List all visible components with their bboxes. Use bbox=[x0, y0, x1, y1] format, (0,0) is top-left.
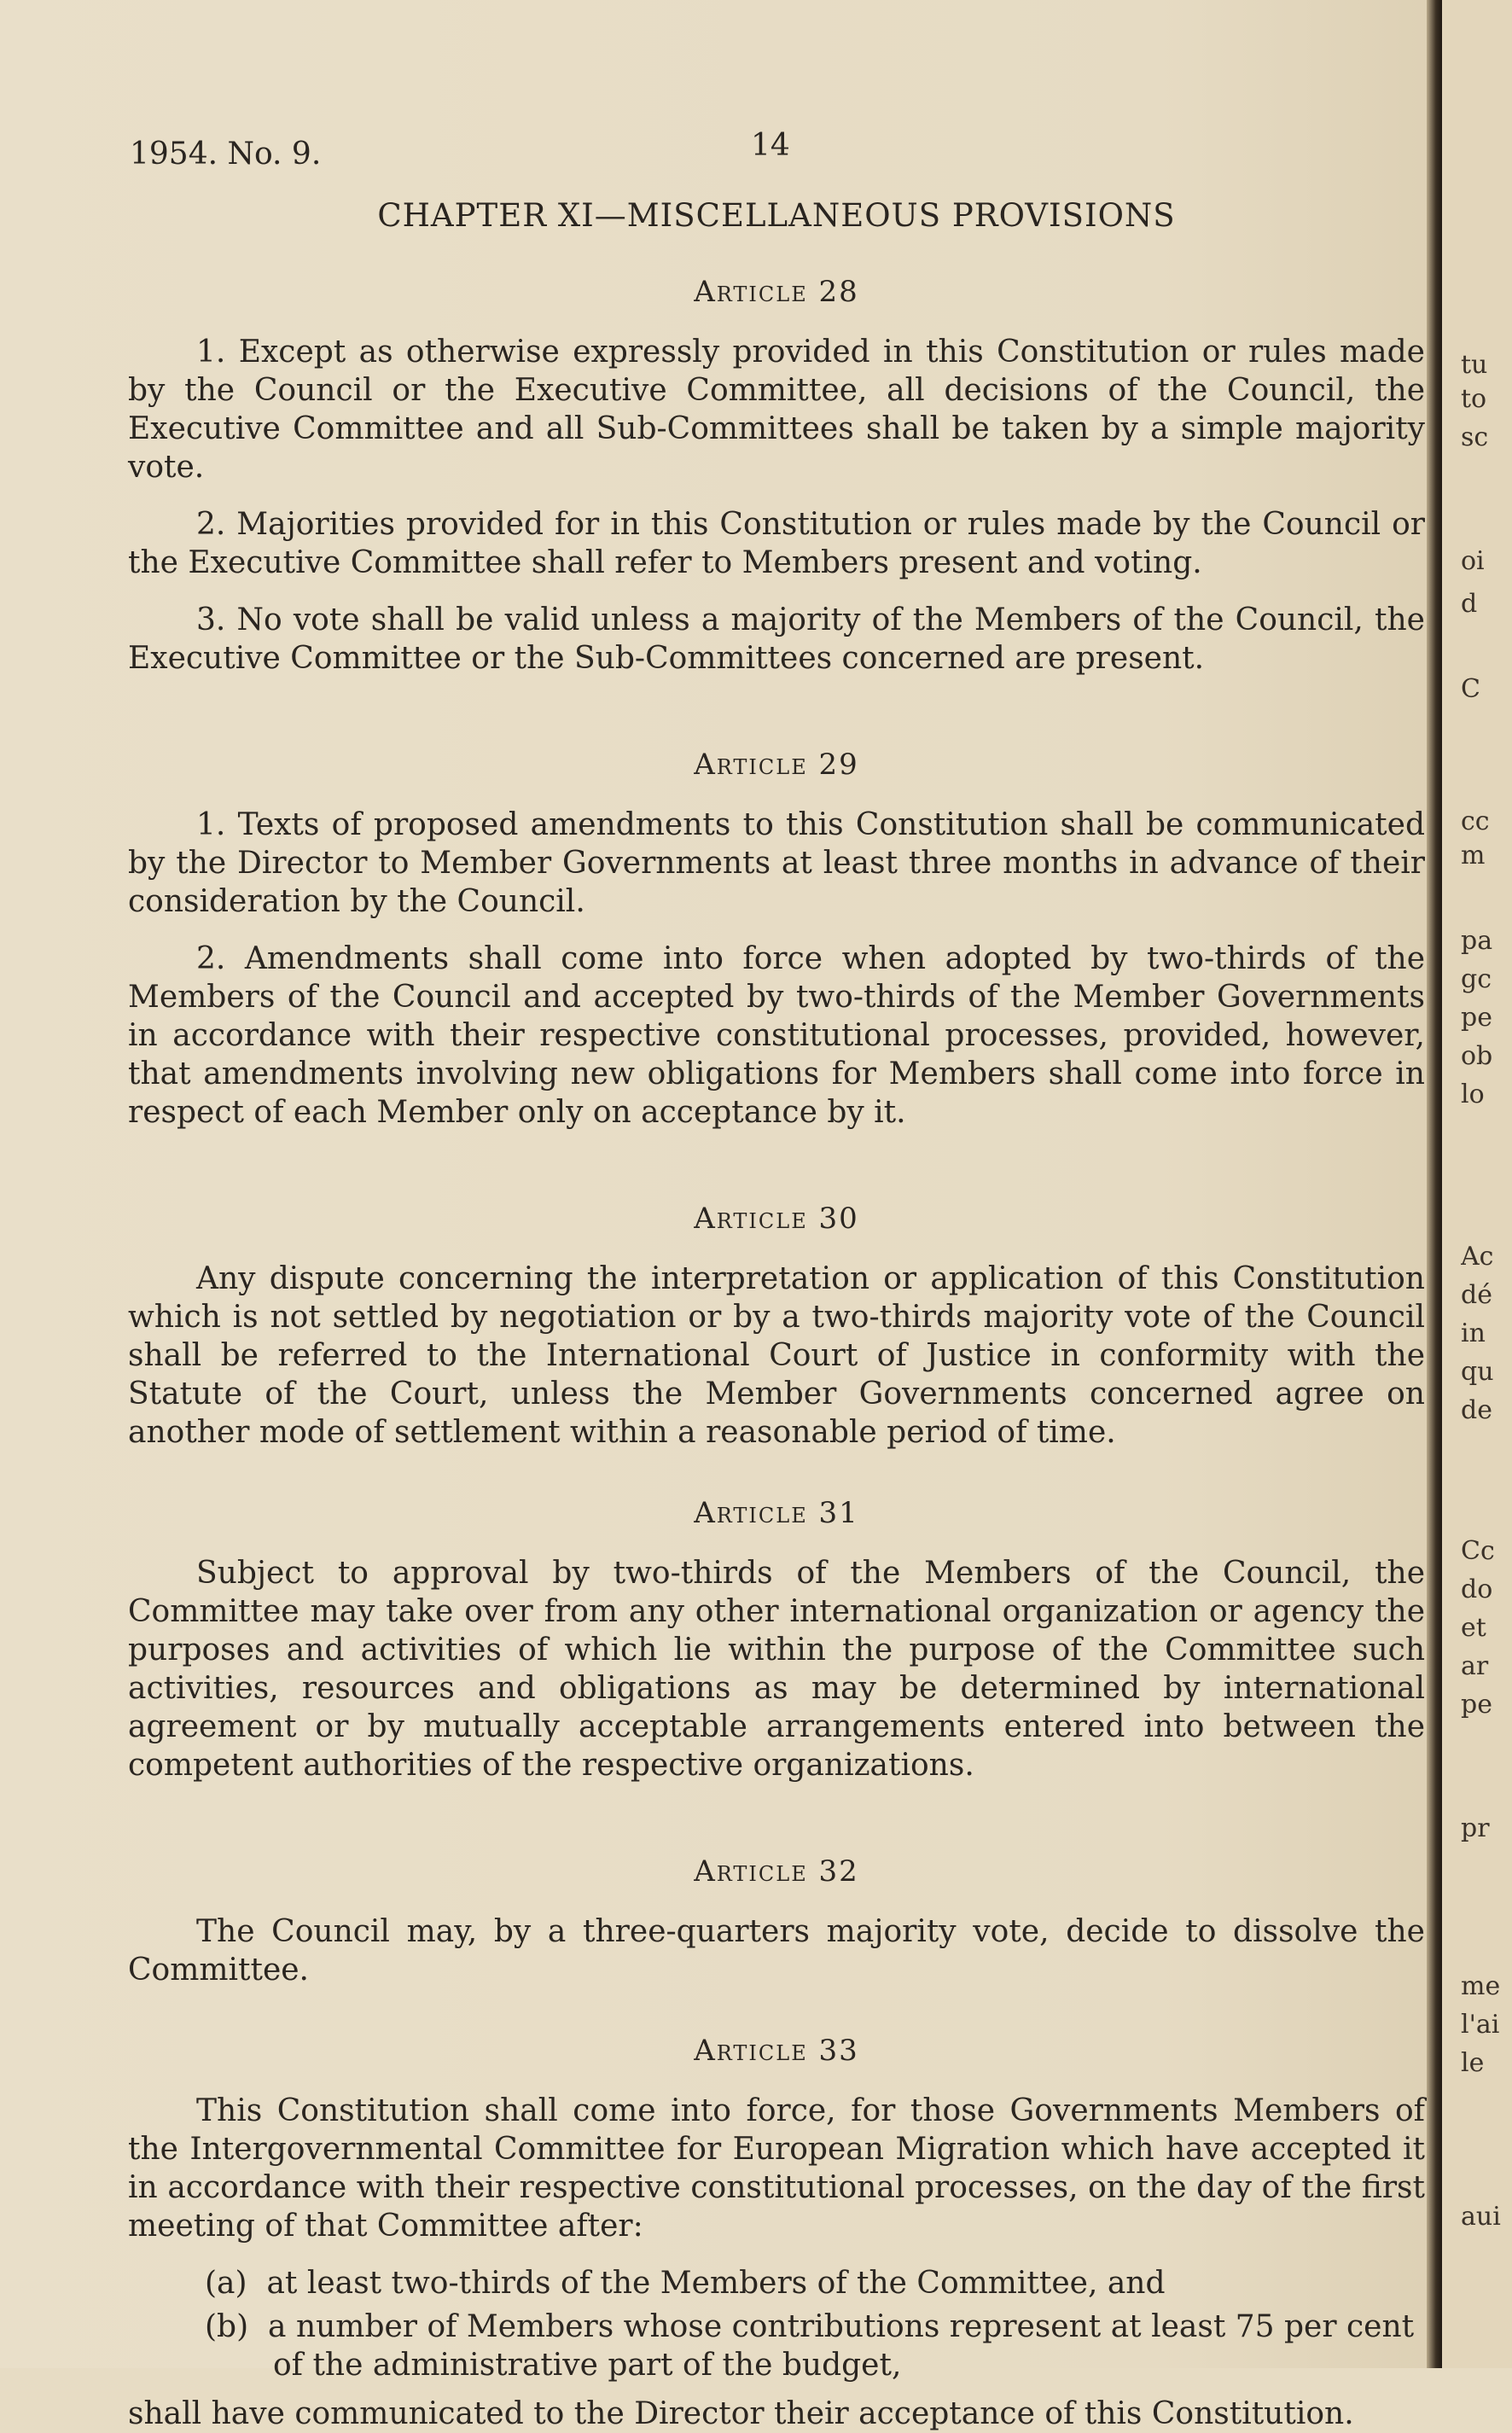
chapter-title: CHAPTER XI—MISCELLANEOUS PROVISIONS bbox=[377, 197, 1176, 234]
article-heading: Article 32 bbox=[694, 1854, 859, 1889]
adjacent-page-fragment: Ac bbox=[1461, 1242, 1494, 1272]
adjacent-page-fragment: sc bbox=[1461, 422, 1489, 452]
adjacent-page-fragment: me bbox=[1461, 1971, 1501, 2001]
book-spine-shadow bbox=[1427, 0, 1442, 2368]
list-item bbox=[128, 2264, 1425, 2302]
paragraph: 2. Majorities provided for in this Constitution or rules made by the Council or the Executive Committee shall refer to Members present and voting. bbox=[128, 507, 1425, 580]
paragraph: Any dispute concerning the interpretation or application of this Constitution which is not settled by negotiation or by a two-thirds majority vote of the Council shall be referred to the International Court of Justice in conformity with the Statute of the Court, unless the Member Governments concerned agree on another mode of settlement within a reasonable period of time. bbox=[128, 1261, 1425, 1450]
adjacent-page-fragment: pe bbox=[1461, 1003, 1492, 1033]
adjacent-page-fragment: pr bbox=[1461, 1813, 1490, 1843]
paragraph: The Council may, by a three-quarters majority vote, decide to dissolve the Committee. bbox=[128, 1914, 1425, 1988]
adjacent-page-fragment: lo bbox=[1461, 1080, 1485, 1109]
adjacent-page-fragment: et bbox=[1461, 1613, 1486, 1643]
adjacent-page-fragment: oi bbox=[1461, 546, 1485, 576]
adjacent-page-fragment: ar bbox=[1461, 1651, 1489, 1681]
paragraph: 1. Texts of proposed amendments to this Constitution shall be communicated by the Director to Member Governments at least three months in advance of their consideration by the Council. bbox=[128, 807, 1425, 919]
paragraph: This Constitution shall come into force, for those Governments Members of the Intergovernmental Committee for European Migration which have accepted it in accordance with their respective constitutional processes, on the day of the first meeting of that Committee after: bbox=[128, 2093, 1425, 2244]
paragraph: 2. Amendments shall come into force when adopted by two-thirds of the Members of the Council and accepted by two-thirds of the Member Governments in accordance with their respective constitutional processes, provided, however, that amendments involving new obligations for Members shall come into force in respect of each Member only on acceptance by it. bbox=[128, 941, 1425, 1130]
closing-line: shall have communicated to the Director their acceptance of this Constitution. bbox=[128, 2396, 1354, 2431]
article-heading: Article 28 bbox=[694, 275, 859, 309]
adjacent-page-fragment: aui bbox=[1461, 2202, 1501, 2232]
paragraph: Subject to approval by two-thirds of the Members of the Council, the Committee may take over from any other international organization or agency the purposes and activities of which lie within the purpose of the Committee such activities, resources and obligations as may be determined by international agreement or by mutually acceptable arrangements entered into between the competent authorities of the respective organizations. bbox=[128, 1556, 1425, 1783]
page-header bbox=[130, 128, 812, 179]
adjacent-page-fragment: pe bbox=[1461, 1690, 1492, 1720]
article-heading: Article 31 bbox=[694, 1496, 859, 1530]
list-item bbox=[128, 2308, 1425, 2384]
adjacent-page-fragment: le bbox=[1461, 2048, 1485, 2078]
adjacent-page-fragment: do bbox=[1461, 1574, 1493, 1604]
adjacent-page-fragment: Cc bbox=[1461, 1536, 1495, 1566]
adjacent-page-fragment: to bbox=[1461, 384, 1487, 414]
adjacent-page-fragment: C bbox=[1461, 674, 1480, 704]
paragraph: 3. No vote shall be valid unless a majority of the Members of the Council, the Executive Committee or the Sub-Committees concerned are present. bbox=[128, 602, 1425, 676]
year-number-label: 1954. No. 9. bbox=[130, 137, 322, 172]
adjacent-page-fragment: pa bbox=[1461, 926, 1493, 956]
list-item-label: (b) bbox=[205, 2309, 249, 2344]
adjacent-page-fragment: de bbox=[1461, 1395, 1492, 1425]
adjacent-page-fragment: m bbox=[1461, 841, 1486, 870]
adjacent-page-fragment: tu bbox=[1461, 350, 1488, 380]
paragraph: 1. Except as otherwise expressly provided in this Constitution or rules made by the Council or the Executive Committee, all decisions of the Council, the Executive Committee and all Sub-Committees shall be taken by a simple majority vote. bbox=[128, 335, 1425, 485]
page-number: 14 bbox=[751, 128, 790, 163]
adjacent-page-fragment: cc bbox=[1461, 806, 1490, 836]
adjacent-page-fragment: in bbox=[1461, 1318, 1486, 1348]
adjacent-page-fragment: gc bbox=[1461, 964, 1492, 994]
article-heading: Article 29 bbox=[694, 748, 859, 782]
body-text bbox=[128, 183, 1425, 2433]
list-item-text: at least two-thirds of the Members of the Committee, and bbox=[266, 2266, 1166, 2301]
adjacent-page-fragment: l'ai bbox=[1461, 2010, 1500, 2040]
adjacent-page-fragment: dé bbox=[1461, 1280, 1492, 1310]
list-item-text: a number of Members whose contributions represent at least 75 per cent of the administrative part of the budget, bbox=[268, 2309, 1415, 2383]
adjacent-page-fragment: ob bbox=[1461, 1041, 1493, 1071]
adjacent-page-fragment: d bbox=[1461, 589, 1478, 619]
list-item-label: (a) bbox=[205, 2266, 247, 2301]
article-heading: Article 33 bbox=[694, 2034, 859, 2068]
adjacent-page-fragment: qu bbox=[1461, 1357, 1494, 1387]
article-heading: Article 30 bbox=[694, 1202, 859, 1236]
